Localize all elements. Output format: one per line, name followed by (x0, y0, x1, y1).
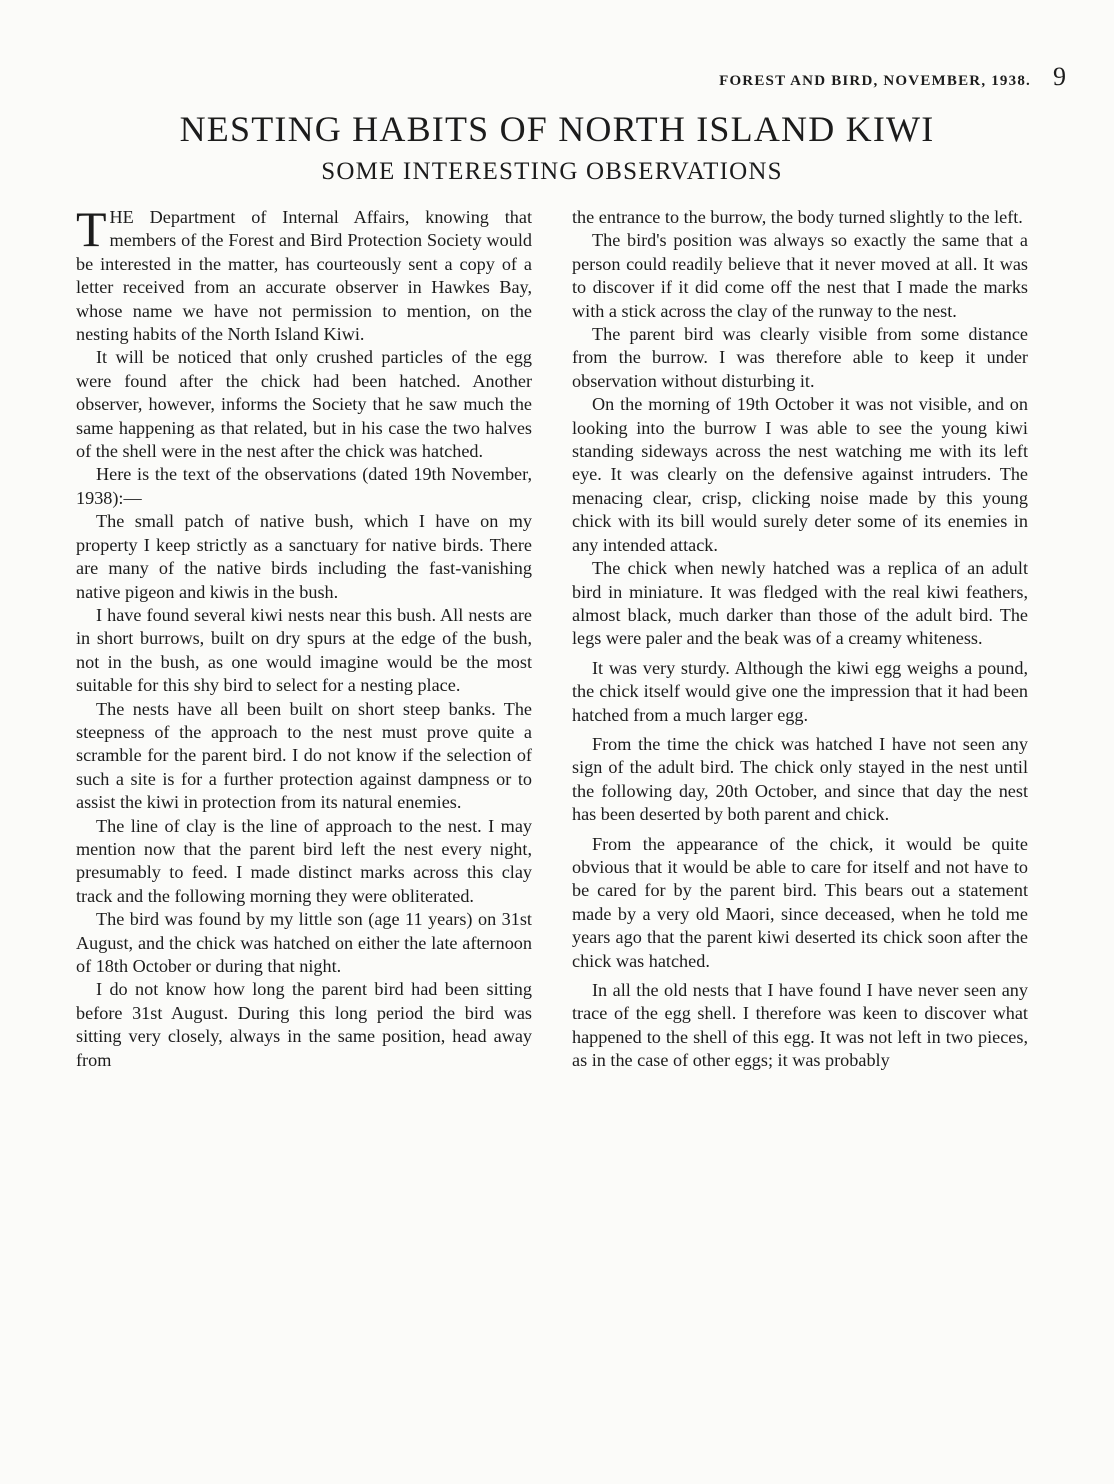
paragraph: The bird's position was always so exactly the same that a person could readily believe that it never moved at all. It was to discover if it did come off the nest that I made the marks with a stick across the clay of the runway to the nest. (572, 230, 1028, 321)
page-number: 9 (1053, 62, 1066, 91)
paragraph: It was very sturdy. Although the kiwi egg weighs a pound, the chick itself would give one the impression that it had been hatched from a much larger egg. (572, 657, 1028, 725)
running-title: FOREST AND BIRD, NOVEMBER, 1938. (719, 73, 1031, 89)
paragraph: From the time the chick was hatched I have not seen any sign of the adult bird. The chick only stayed in the nest until the following day, 20th October, and since that day the nest has been deserted by both parent and chick. (572, 733, 1028, 825)
paragraph: I do not know how long the parent bird had been sitting before 31st August. During this long period the bird was sitting very closely, always in the same position, head away from (76, 979, 532, 1070)
paragraph: On the morning of 19th October it was not visible, and on looking into the burrow I was able to see the young kiwi standing sideways across the nest watching me with its left eye. It was clearly on the defensive against intruders. The menacing clear, crisp, clicking noise made by this young chick with its bill would surely deter some of its enemies in any intended attack. (572, 394, 1028, 555)
paragraph: It will be noticed that only crushed particles of the egg were found after the chick had been hatched. Another observer, however, informs the Society that he saw much the same happening as that related, but in his case the two halves of the shell were in the nest after the chick was hatched. (76, 347, 532, 462)
paragraph: The chick when newly hatched was a replica of an adult bird in miniature. It was fledged with the real kiwi feathers, almost black, much darker than those of the adult bird. The legs were paler and the beak was of a creamy whiteness. (572, 558, 1028, 649)
right-column (572, 206, 1028, 1073)
paragraph: The parent bird was clearly visible from some distance from the burrow. I was therefore able to keep it under observation without disturbing it. (572, 324, 1028, 391)
article-subtitle: SOME INTERESTING OBSERVATIONS (321, 158, 783, 185)
left-column (76, 201, 532, 1072)
paragraph: the entrance to the burrow, the body turned slightly to the left. (572, 207, 1023, 227)
paragraph: The bird was found by my little son (age 11 years) on 31st August, and the chick was hatched on either the late afternoon of 18th October or during that night. (76, 909, 532, 976)
paragraph: I have found several kiwi nests near this bush. All nests are in short burrows, built on dry spurs at the edge of the bush, not in the bush, as one would imagine would be the most suitable for this shy bird to select for a nesting place. (76, 604, 532, 696)
paragraph: The line of clay is the line of approach to the nest. I may mention now that the parent bird left the nest every night, presumably to feed. I made distinct marks across this clay track and the following morning they were obliterated. (76, 815, 532, 906)
drop-cap: T (76, 201, 107, 257)
paragraph-text: HE Department of Internal Affairs, knowing that members of the Forest and Bird Protection Society would be interested in the matter, has courteously sent a copy of a letter received from an accurate observer in Hawkes Bay, whose name we have not permission to mention, on the nesting habits of the North Island Kiwi. (76, 207, 532, 345)
paragraph: From the appearance of the chick, it would be quite obvious that it would be able to care for itself and not have to be cared for by the parent bird. This bears out a statement made by a very old Maori, since deceased, when he told me years ago that the parent kiwi deserted its chick soon after the chick was hatched. (572, 833, 1028, 971)
paragraph (76, 201, 532, 346)
article-title: NESTING HABITS OF NORTH ISLAND KIWI (179, 109, 935, 149)
paragraph: The nests have all been built on short steep banks. The steepness of the approach to the nest must prove quite a scramble for the parent bird. I do not know if the selection of such a site is for a further protection against dampness or to assist the kiwi in protection from its natural enemies. (76, 698, 532, 813)
paragraph: The small patch of native bush, which I have on my property I keep strictly as a sanctuary for native birds. There are many of the native birds including the fast-vanishing native pigeon and kiwis in the bush. (76, 511, 532, 602)
paragraph: In all the old nests that I have found I have never seen any trace of the egg shell. I therefore was keen to discover what happened to the shell of this egg. It was not left in two pieces, as in the case of other eggs; it was probably (572, 980, 1028, 1071)
running-header (719, 62, 1066, 92)
paragraph: Here is the text of the observations (dated 19th November, 1938):— (76, 464, 532, 508)
